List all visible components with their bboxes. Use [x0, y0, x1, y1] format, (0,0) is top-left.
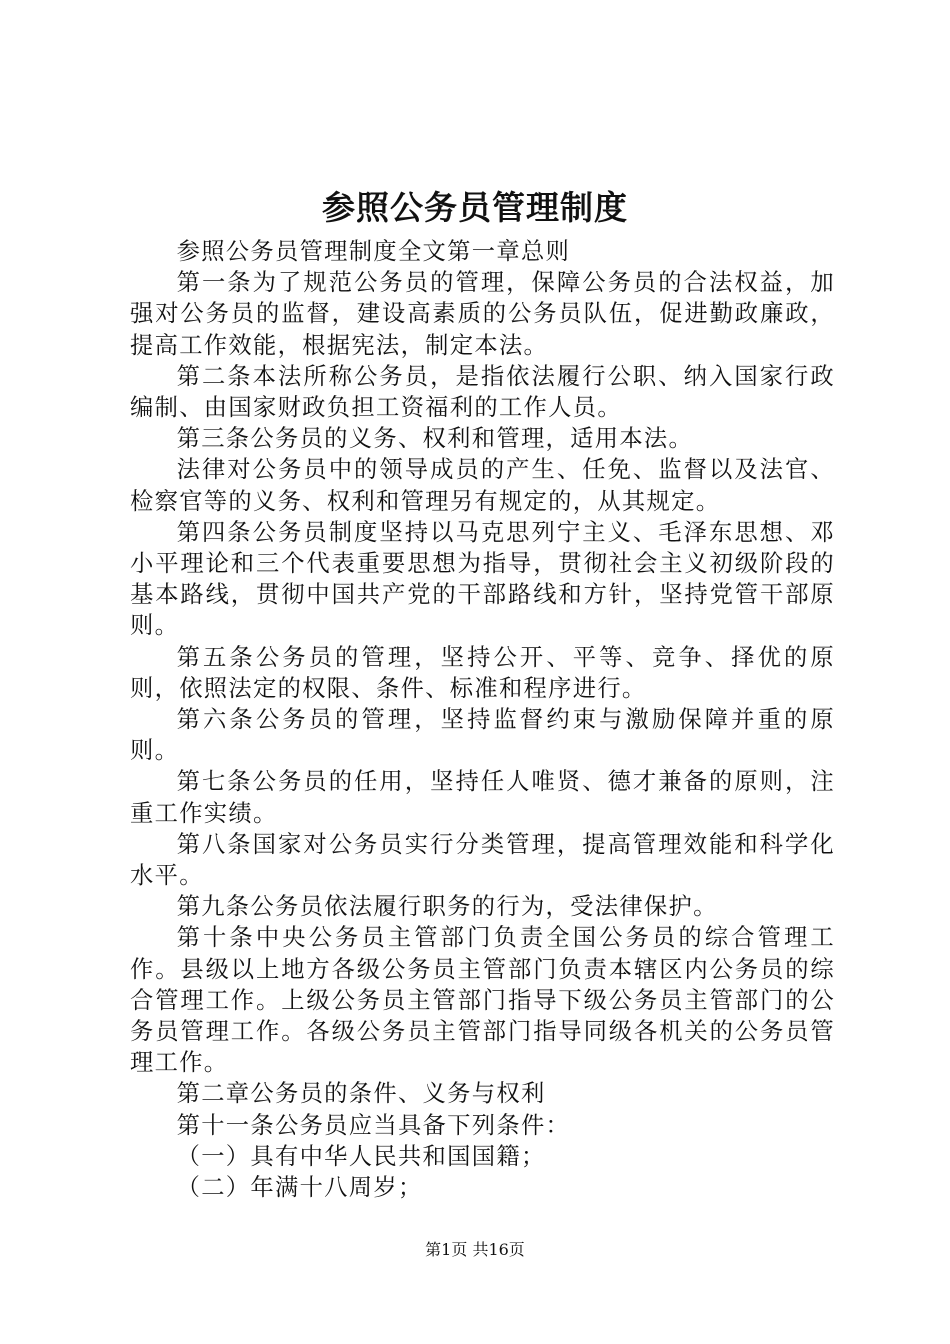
paragraph-article-6: 第六条公务员的管理，坚持监督约束与激励保障并重的原则。 — [130, 706, 835, 765]
paragraph-item-1: （一）具有中华人民共和国国籍； — [176, 1142, 546, 1170]
paragraph-article-3: 第三条公务员的义务、权利和管理，适用本法。 — [176, 425, 694, 453]
paragraph-article-5: 第五条公务员的管理，坚持公开、平等、竞争、择优的原则，依照法定的权限、条件、标准和程序进行。 — [130, 643, 835, 702]
page-footer: 第1页 共16页 — [425, 1240, 525, 1259]
paragraph-article-7: 第七条公务员的任用，坚持任人唯贤、德才兼备的原则，注重工作实绩。 — [130, 768, 835, 827]
paragraph-article-8: 第八条国家对公务员实行分类管理，提高管理效能和科学化水平。 — [130, 830, 835, 890]
document-title: 参照公务员管理制度 — [322, 188, 628, 227]
paragraph-article-3-note: 法律对公务员中的领导成员的产生、任免、监督以及法官、检察官等的义务、权利和管理另有规定的，从其规定。 — [130, 456, 835, 515]
paragraph-article-11: 第十一条公务员应当具备下列条件： — [176, 1111, 571, 1139]
paragraph-item-2: （二）年满十八周岁； — [176, 1174, 423, 1202]
paragraph-chapter-2-heading: 第二章公务员的条件、义务与权利 — [176, 1080, 546, 1108]
paragraph-article-1: 第一条为了规范公务员的管理，保障公务员的合法权益，加强对公务员的监督，建设高素质的公务员队伍，促进勤政廉政，提高工作效能，根据宪法，制定本法。 — [130, 269, 835, 359]
paragraph-article-9: 第九条公务员依法履行职务的行为，受法律保护。 — [176, 893, 718, 921]
paragraph-article-10: 第十条中央公务员主管部门负责全国公务员的综合管理工作。县级以上地方各级公务员主管部门负责本辖区内公务员的综合管理工作。上级公务员主管部门指导下级公务员主管部门的公务员管理工作。各级公务员主管部门指导同级各机关的公务员管理工作。 — [130, 924, 835, 1077]
document-body — [130, 236, 835, 1203]
paragraph-article-4: 第四条公务员制度坚持以马克思列宁主义、毛泽东思想、邓小平理论和三个代表重要思想为指导，贯彻社会主义初级阶段的基本路线，贯彻中国共产党的干部路线和方针，坚持党管干部原则。 — [130, 518, 835, 640]
paragraph-chapter-1-heading: 参照公务员管理制度全文第一章总则 — [176, 238, 571, 265]
paragraph-article-2: 第二条本法所称公务员，是指依法履行公职、纳入国家行政编制、由国家财政负担工资福利的工作人员。 — [130, 362, 835, 422]
